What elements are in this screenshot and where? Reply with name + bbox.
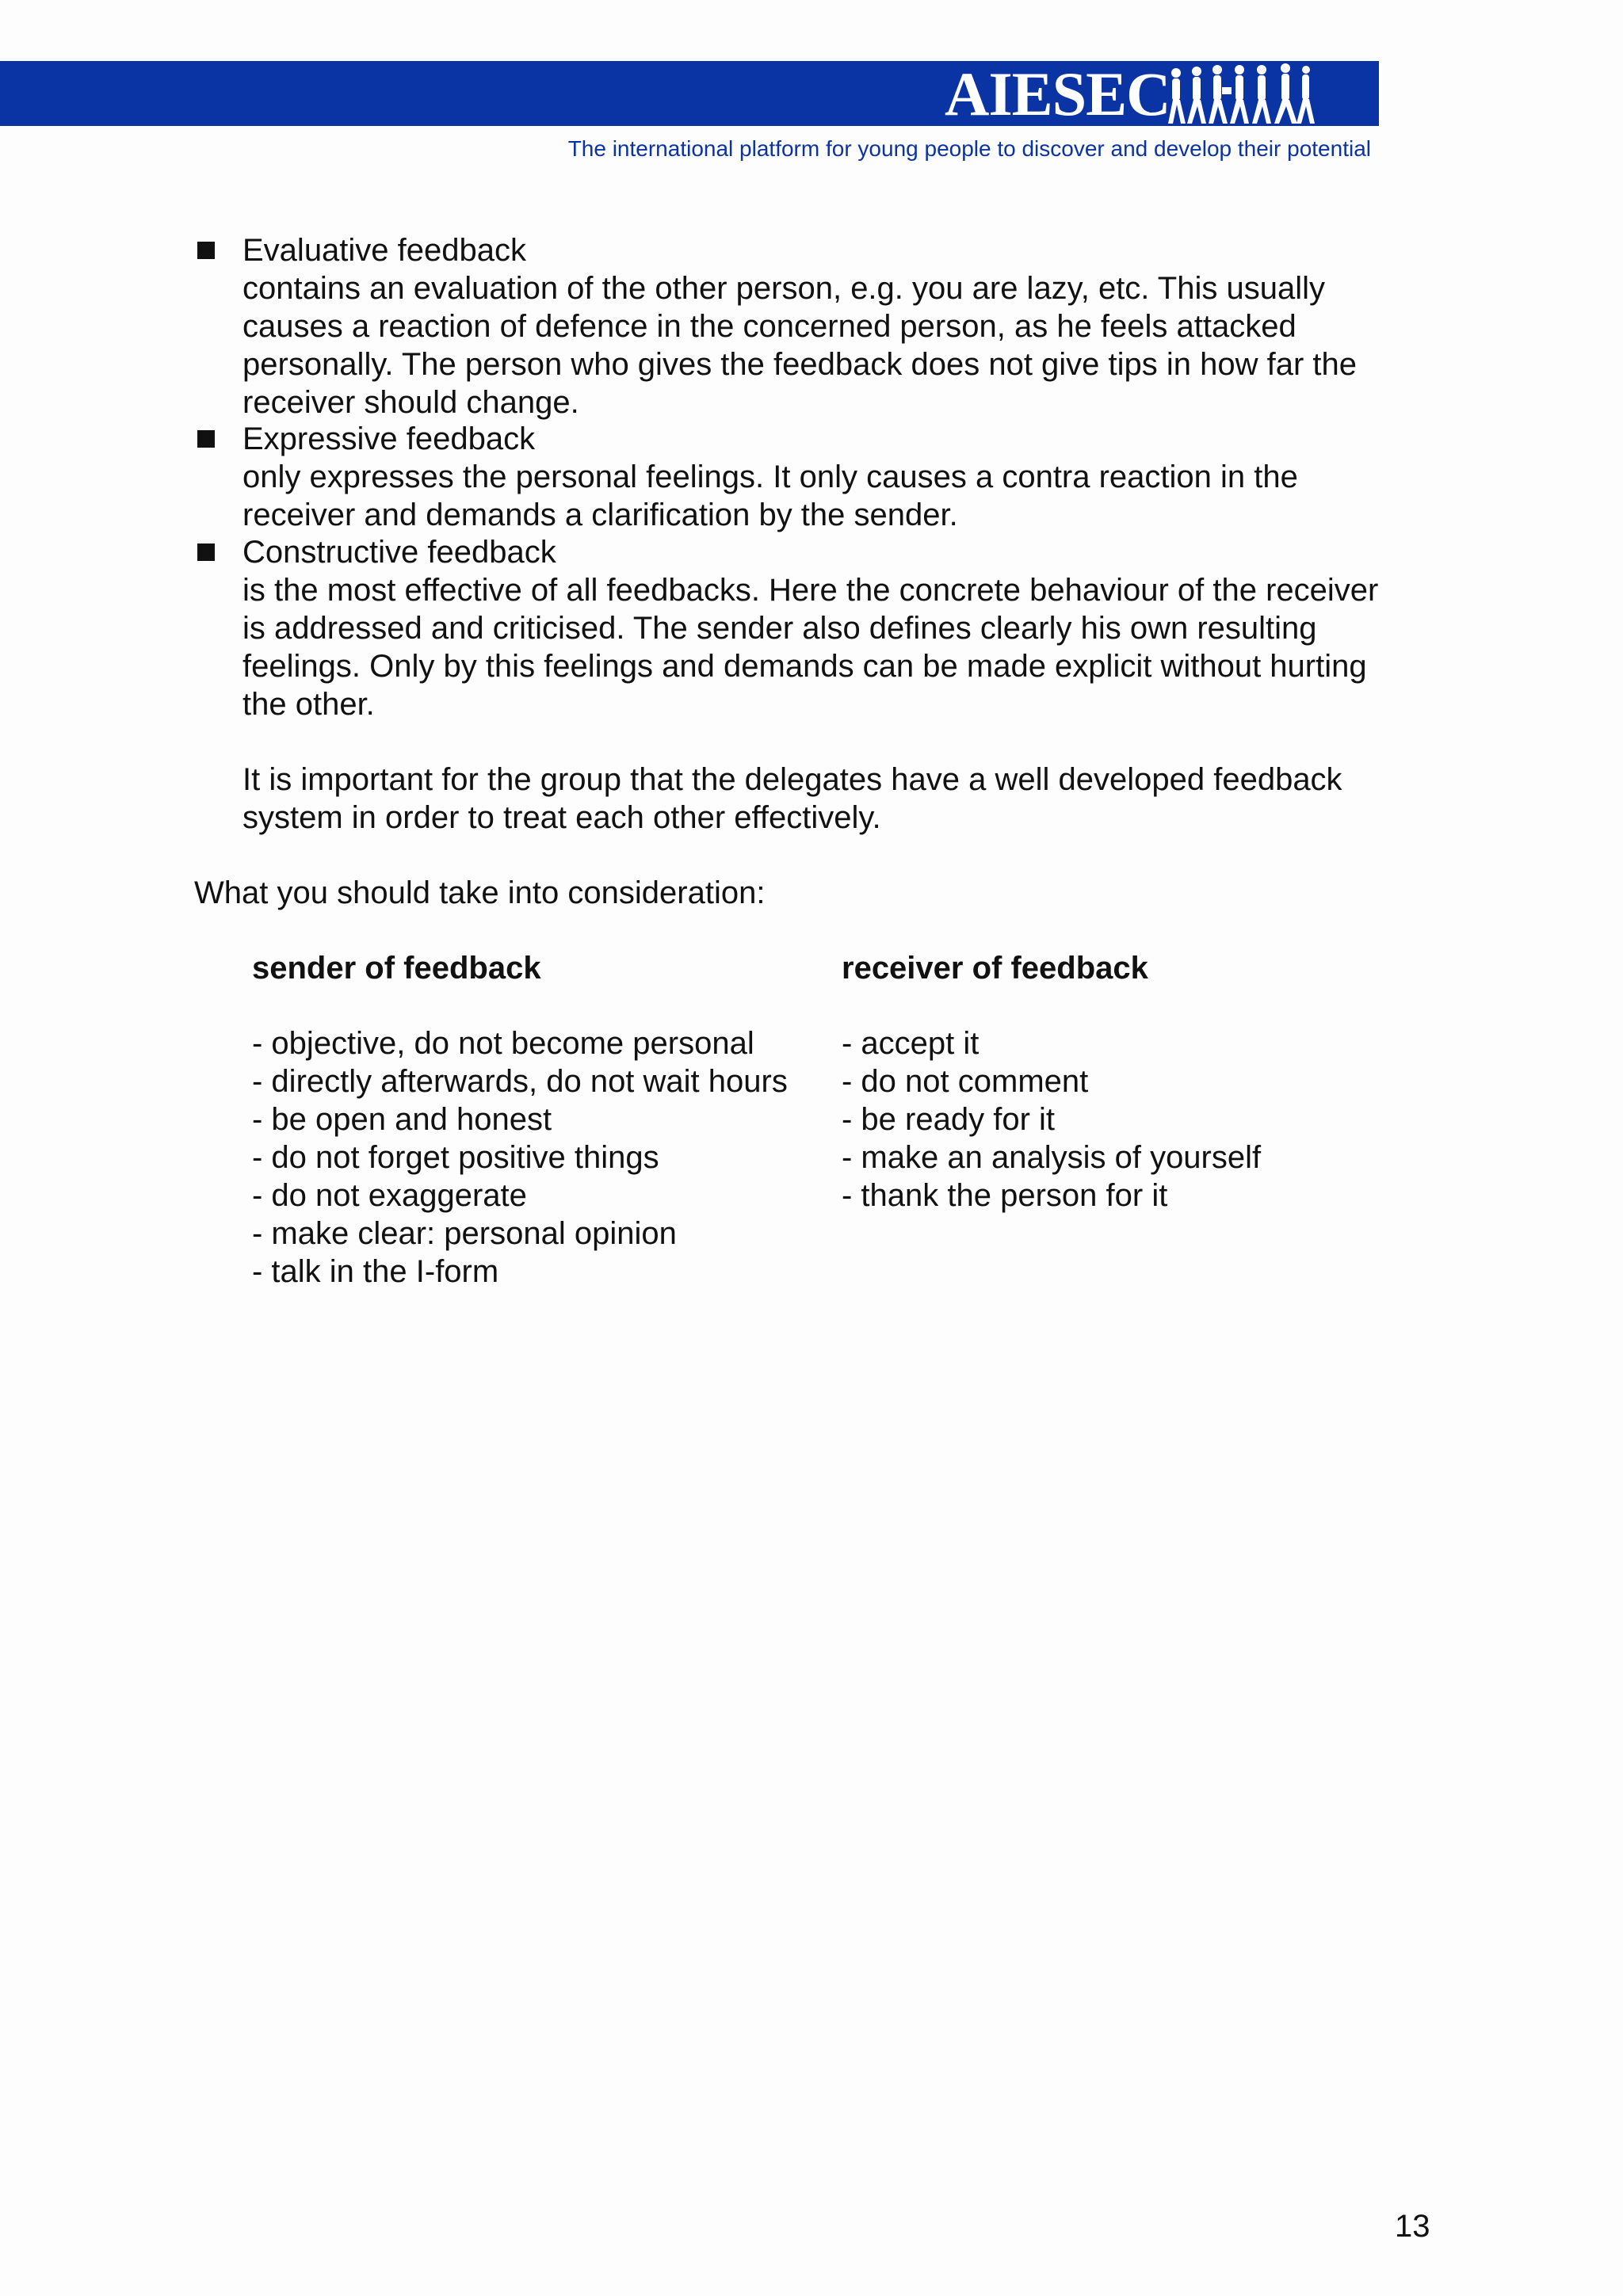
logo-text: AIESEC [945, 59, 1170, 128]
bullet-text-line: contains an evaluation of the other person, e.g. you are lazy, etc. This usually [242, 271, 1325, 306]
bullet-text-line: the other. [242, 687, 375, 722]
bullet-title: Expressive feedback [242, 421, 536, 456]
bullet-text-line: causes a reaction of defence in the concerned person, as he feels attacked [242, 309, 1296, 344]
sender-item: - be open and honest [252, 1102, 552, 1137]
bullet-text-line: receiver and demands a clarification by the sender. [242, 498, 958, 532]
bullet-text-line: personally. The person who gives the feedback does not give tips in how far the [242, 347, 1358, 382]
paragraph-line: It is important for the group that the delegates have a well developed feedback [242, 762, 1342, 797]
sender-item: - objective, do not become personal [252, 1026, 754, 1061]
page-number: 13 [1395, 2209, 1430, 2244]
bullet-square-icon [197, 242, 215, 259]
receiver-item: - make an analysis of yourself [842, 1140, 1262, 1175]
receiver-item: - accept it [842, 1026, 980, 1061]
bullet-square-icon [197, 543, 215, 561]
bullet-text-line: receiver should change. [242, 385, 579, 420]
walking-people-icon [1165, 60, 1316, 128]
bullet-title: Evaluative feedback [242, 233, 527, 268]
bullet-square-icon [197, 430, 215, 448]
bullet-text-line: is the most effective of all feedbacks. Here the concrete behaviour of the receiver [242, 573, 1379, 608]
bullet-title: Constructive feedback [242, 535, 556, 570]
sender-item: - do not forget positive things [252, 1140, 659, 1175]
sender-item: - directly afterwards, do not wait hours [252, 1064, 788, 1099]
paragraph-line: system in order to treat each other effectively. [242, 800, 881, 835]
sender-item: - make clear: personal opinion [252, 1216, 677, 1251]
aiesec-logo [945, 59, 1377, 130]
receiver-item: - thank the person for it [842, 1178, 1168, 1213]
receiver-heading: receiver of feedback [842, 951, 1148, 986]
bullet-text-line: feelings. Only by this feelings and demands can be made explicit without hurting [242, 649, 1367, 684]
sender-heading: sender of feedback [252, 951, 541, 986]
sender-item: - talk in the I-form [252, 1254, 499, 1289]
sender-item: - do not exaggerate [252, 1178, 527, 1213]
consideration-heading: What you should take into consideration: [194, 875, 766, 910]
receiver-item: - do not comment [842, 1064, 1089, 1099]
tagline: The international platform for young people to discover and develop their potential [567, 136, 1371, 161]
bullet-text-line: is addressed and criticised. The sender also defines clearly his own resulting [242, 611, 1317, 646]
receiver-item: - be ready for it [842, 1102, 1056, 1137]
bullet-text-line: only expresses the personal feelings. It only causes a contra reaction in the [242, 460, 1298, 494]
